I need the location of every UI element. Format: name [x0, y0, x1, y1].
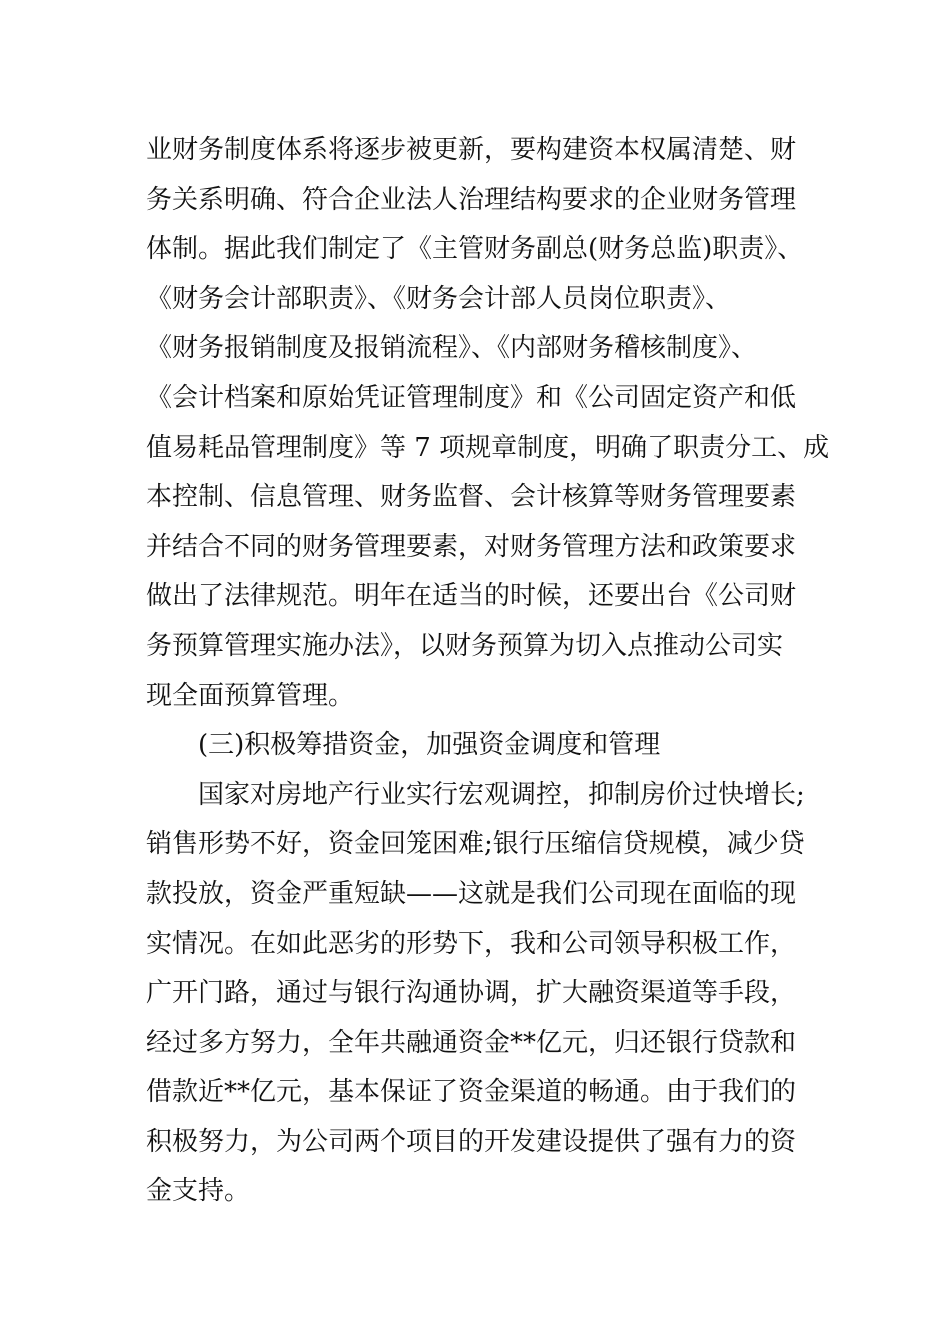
text-line: 本控制、信息管理、财务监督、会计核算等财务管理要素 [146, 482, 797, 513]
document-body [146, 126, 836, 1217]
text-line: 务关系明确、符合企业法人治理结构要求的企业财务管理 [146, 184, 797, 215]
text-line: 《会计档案和原始凭证管理制度》和《公司固定资产和低 [146, 382, 797, 413]
text-line: 体制。据此我们制定了《主管财务副总(财务总监)职责》、 [146, 234, 804, 265]
text-line: 广开门路，通过与银行沟通协调，扩大融资渠道等手段， [146, 978, 797, 1009]
text-line: 销售形势不好，资金回笼困难;银行压缩信贷规模，减少贷 [146, 829, 805, 860]
text-line: 经过多方努力，全年共融通资金**亿元，归还银行贷款和 [146, 1027, 797, 1058]
paragraph-funding [146, 771, 836, 1217]
text-line: 积极努力，为公司两个项目的开发建设提供了强有力的资 [146, 1126, 797, 1157]
text-line: 值易耗品管理制度》等 7 项规章制度，明确了职责分工、成 [146, 432, 830, 463]
text-line: 国家对房地产行业实行宏观调控，抑制房价过快增长; [198, 779, 805, 810]
text-line: 《财务报销制度及报销流程》、《内部财务稽核制度》、 [146, 333, 758, 364]
paragraph-financial-system [146, 126, 836, 721]
text-line: 做出了法律规范。明年在适当的时候，还要出台《公司财 [146, 581, 797, 612]
text-line: 实情况。在如此恶劣的形势下，我和公司领导积极工作， [146, 928, 797, 959]
text-line: 业财务制度体系将逐步被更新，要构建资本权属清楚、财 [146, 135, 797, 165]
text-line: 借款近**亿元，基本保证了资金渠道的畅通。由于我们的 [146, 1077, 797, 1108]
text-line: 现全面预算管理。 [146, 680, 355, 711]
text-line: 款投放，资金严重短缺——这就是我们公司现在面临的现 [146, 878, 797, 909]
text-line: 务预算管理实施办法》，以财务预算为切入点推动公司实 [146, 630, 784, 661]
text-line: 并结合不同的财务管理要素，对财务管理方法和政策要求 [146, 531, 797, 562]
section-heading: (三)积极筹措资金，加强资金调度和管理 [198, 730, 661, 761]
text-line: 金支持。 [146, 1176, 251, 1207]
text-line: 《财务会计部职责》、《财务会计部人员岗位职责》、 [146, 283, 732, 314]
